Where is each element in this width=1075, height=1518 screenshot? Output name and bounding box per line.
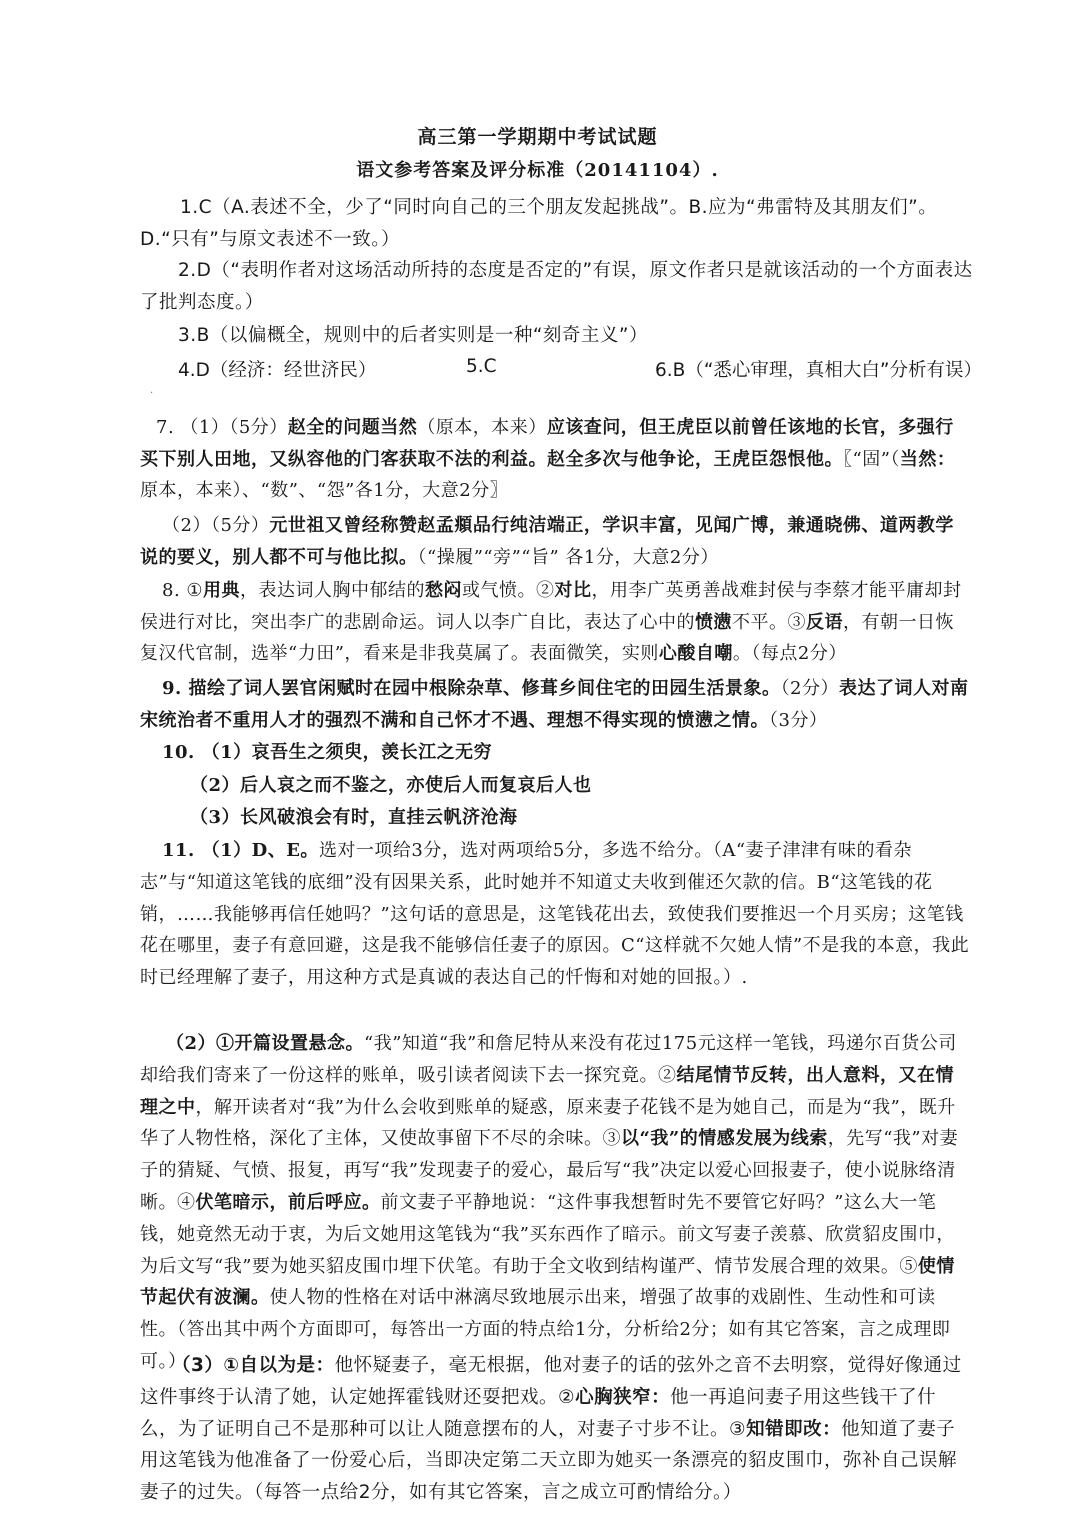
q11-part2-text-4: 前文妻子平静地说：“这件事我想暂时先不要管它好吗？”这么大一笔钱，她竟然无动于衷，为后文她用这笔钱为“我”买东西作了暗示。前文写妻子羡慕、欣赏貂皮围巾，为后文写“我”要为她买貂皮围巾埋下伏笔。有助于全文收到结构谨严、情节发展合理的效果。⑤ — [140, 1191, 955, 1277]
answer-q2: 2.D（“表明作者对这场活动所持的态度是否定的”有误，原文作者只是就该活动的一个方面表达了批判态度。） — [140, 260, 973, 313]
q7-part1-text-d: 〖“固”（ — [843, 448, 900, 470]
q8-text-7: 。（每点2分） — [732, 643, 847, 664]
answer-q10-line1: 10. （1）哀吾生之须臾，羡长江之无穷 — [162, 742, 493, 763]
q11-part3-text-2: 他一再追问妻子用这些钱干了什么，为了证明自己不是那种可以让人随意摆布的人，对妻子寸步不让。③ — [140, 1386, 937, 1440]
q11-part2-text-3: ，先写“我”对妻子的猜疑、气愤、报复，再写“我”发现妻子的爱心，最后写“我”决定以爱心回报妻子，使小说脉络清晰。④ — [140, 1128, 959, 1213]
answer-q10-line3: （3）长风破浪会有时，直挂云帆济沧海 — [190, 807, 518, 828]
q8-text-1: 8. ① — [162, 580, 204, 601]
q11-part2-point-2: 结尾情节反转，出人意料，又在情理之中 — [140, 1064, 954, 1118]
q11-part1-text: 选对一项给3分，选对两项给5分，多选不给分。（A“妻子津津有味的看杂志”与“知道这笔钱的底细”没有因果关系，此时她并不知道丈夫收到催还欠款的信。B“这笔钱的花销，……我能够再信任她吗？”这句话的意思是，这笔钱花出去，致使我们要推迟一个月买房；这笔钱花在哪里，妻子有意回避，这是我不能够信任妻子的原因。C“这样就不欠她人情”不是我的本意，我此时已经理解了妻子，用这种方式是真诚的表达自己的忏悔和对她的回报。）. — [140, 840, 970, 989]
q9-text-d: （3分） — [769, 709, 828, 731]
q7-part2-text-b: （“操履”“旁”“旨” 各1分，大意2分） — [417, 546, 719, 568]
q8-keyword-indignation: 愤懑 — [695, 611, 732, 633]
answer-q7-part1 — [140, 412, 970, 507]
q8-keyword-self-mockery: 心酸自嘲 — [658, 643, 733, 664]
page-subtitle: 语文参考答案及评分标准（20141104）. — [356, 160, 719, 181]
q7-part1-text-b: （原本，本来） — [417, 417, 547, 438]
q7-part1-text-a: 赵全的问题当然 — [287, 417, 418, 438]
q11-part3-point-3: 知错即改： — [746, 1418, 842, 1440]
q8-text-4: ，用李广英勇善战难封侯与李蔡才能平庸却封侯进行对比，突出李广的悲剧命运。词人以李广自比，表达了心中的 — [140, 580, 962, 633]
page-title: 高三第一学期期中考试试题 — [417, 126, 658, 148]
stray-mark: · — [150, 388, 154, 399]
q11-part2-point-4: 伏笔暗示，前后呼应。 — [195, 1191, 381, 1213]
q11-part3-point-2: 心胸狭窄： — [575, 1386, 671, 1408]
answer-q4: 4.D（经济：经世济民） — [178, 360, 377, 381]
answer-q6: 6.B（“悉心审理，真相大白”分析有误） — [655, 360, 983, 381]
q11-part3-label: （3）① — [172, 1355, 240, 1376]
answer-q9 — [140, 673, 970, 736]
q11-part3-text-3: 他知道了妻子用这笔钱为他准备了一份爱心后，当即决定第二天立即为她买一条漂亮的貂皮围巾，弥补自己误解妻子的过失。（每答一点给2分，如有其它答案，言之成立可酌情给分。） — [140, 1418, 958, 1504]
q7-part1-text-e: 当然： — [899, 448, 956, 470]
q8-text-2: ，表达词人胸中郁结的 — [240, 580, 426, 601]
q8-point-contrast: 对比 — [554, 580, 592, 601]
q11-part2-text-5: 使人物的性格在对话中淋漓尽致地展示出来，增强了故事的戏剧性、生动性和可读性。（答出其中两个方面即可，每答出一方面的特点给1分，分析给2分；如有其它答案，言之成理即可。） — [140, 1287, 951, 1372]
q8-text-6: ，有朝一日恢复汉代官制，选举“力田”，看来是非我莫属了。表面微笑，实则 — [140, 611, 954, 664]
q11-part2-point-1: 开篇设置悬念。 — [234, 1033, 365, 1054]
q11-part2-text-2: ，解开读者对“我”为什么会收到账单的疑惑，原来妻子花钱不是为她自己，而是为“我”，既升华了人物性格，深化了主体，又使故事留下不尽的余味。③ — [140, 1096, 956, 1150]
answer-q1: 1.C（A.表述不全，少了“同时向自己的三个朋友发起挑战”。B.应为“弗雷特及其朋友们”。D.“只有”与原文表述不一致。） — [140, 197, 938, 250]
q8-point-allusion: 用典 — [203, 580, 241, 601]
q9-text-c: 表达了词人对南宋统治者不重用人才的强烈不满和自己怀才不遇、理想不得实现的愤懑之情。 — [140, 678, 969, 731]
answer-q10-line2: （2）后人哀之而不鉴之，亦使后人而复哀后人也 — [190, 775, 592, 796]
answer-q11-part1 — [140, 835, 970, 994]
q11-part3-text-1: 他怀疑妻子，毫无根据，他对妻子的话的弦外之音不去明察，觉得好像通过这件事终于认清了她，认定她挥霍钱财还耍把戏。② — [140, 1355, 962, 1408]
answer-q3: 3.B（以偏概全，规则中的后者实则是一种“刻奇主义”） — [178, 325, 649, 346]
q11-part2-text-1: “我”知道“我”和詹尼特从来没有花过175元这样一笔钱，玛递尔百货公司却给我们寄来了一份这样的账单，吸引读者阅读下去一探究竟。② — [140, 1033, 957, 1086]
q11-part2-point-3: 以“我”的情感发展为线索 — [621, 1128, 828, 1150]
q8-text-5: 不平。③ — [732, 611, 806, 633]
answer-q7-part2 — [140, 510, 970, 573]
q11-part1-label: 11. （1）D、E。 — [162, 840, 319, 861]
answer-q11-part2 — [140, 1028, 970, 1378]
q8-keyword-gloom: 愁闷 — [425, 580, 463, 601]
q11-part3-point-1: 自以为是： — [239, 1355, 335, 1376]
answer-q8 — [140, 575, 970, 670]
q8-point-irony: 反语 — [806, 611, 843, 633]
q7-part1-text-f: 原本，本来）、“数”、“怨”各1分，大意2分〗 — [140, 480, 509, 501]
q7-part1-text-c: 应该查问，但王虎臣以前曾任该地的长官，多强行买下别人田地，又纵容他的门客获取不法的利益。赵全多次与他争论，王虎臣怨恨他。 — [140, 417, 954, 470]
q7-part2-text-a: 元世祖又曾经称赞赵孟頫品行纯洁端正，学识丰富，见闻广博，兼通晓佛、道两教学说的要义，别人都不可与他比拟。 — [140, 515, 954, 568]
q7-part1-label: 7. （1）（5分） — [156, 417, 288, 438]
q11-part2-point-5: 使情节起伏有波澜。 — [140, 1255, 955, 1309]
q11-part2-label: （2）① — [166, 1033, 235, 1054]
q9-text-a: 9. 描绘了词人罢官闲赋时在园中根除杂草、修葺乡间住宅的田园生活景象。 — [162, 678, 781, 699]
q8-text-3: 或气愤。② — [462, 580, 555, 601]
answer-q5: 5.C — [466, 356, 497, 377]
q9-text-b: （2分） — [780, 678, 840, 699]
answer-q11-part3 — [140, 1350, 970, 1509]
q7-part2-label: （2）（5分） — [162, 515, 270, 536]
